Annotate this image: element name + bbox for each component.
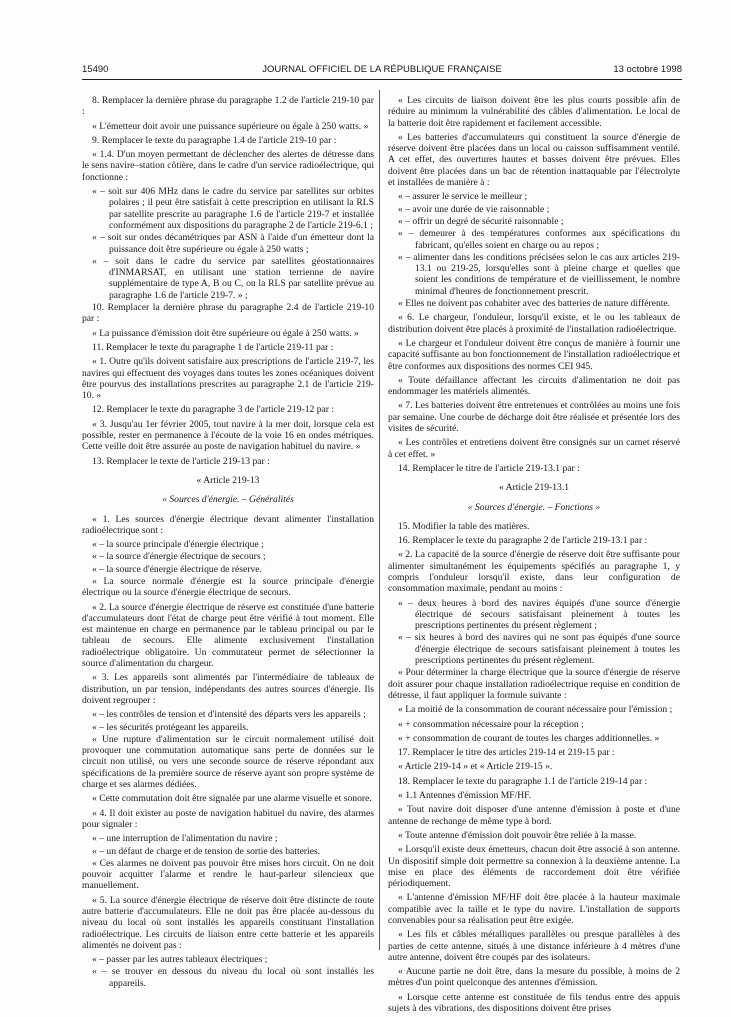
article-subheading: « Sources d'énergie. – Fonctions » [467, 501, 601, 513]
paragraph: « Toute défaillance affectant les circuits d'alimentation ne doit pas endommager les matériels alimentés. [388, 374, 680, 398]
page-number: 15490 [82, 64, 109, 75]
page-header [82, 60, 682, 78]
list-item: « – la source principale d'énergie électrique ; [92, 539, 264, 551]
paragraph: 13. Remplacer le texte de l'article 219-13 par : [92, 455, 270, 467]
paragraph: 10. Remplacer la dernière phrase du paragraphe 2.4 de l'article 219-10 par : [82, 302, 374, 325]
paragraph: 17. Remplacer le titre des articles 219-14 et 219-15 par : [398, 747, 615, 759]
header-rule [82, 79, 682, 80]
list-item: « – soit sur 406 MHz dans le cadre du service par satellites sur orbites polaires ; il peut être satisfait à cette prescription en utilisant la RLS par satellite prescrite au paragraphe 1.6 de l'article 219-7 et installée conformément aux dispositions du paragraphe 2 de l'article 219-6.1 ; [92, 186, 374, 231]
paragraph: « Pour déterminer la charge électrique que la source d'énergie de réserve doit assurer pour chaque installation radioélectrique requise en condition de détresse, il faut appliquer la formule suivante : [388, 667, 680, 701]
journal-title: JOURNAL OFFICIEL DE LA RÉPUBLIQUE FRANÇAISE [262, 64, 502, 75]
paragraph: 11. Remplacer le texte du paragraphe 1 de l'article 219-11 par : [92, 341, 334, 353]
article-heading: « Article 219-13.1 [498, 482, 570, 494]
paragraph: « + consommation de courant de toutes les charges additionnelles. » [398, 732, 660, 744]
list-item: « – six heures à bord des navires qui ne sont pas équipés d'une source d'énergie électrique de secours satisfaisant pleinement à toutes les prescriptions pertinentes du présent règlement. [398, 632, 680, 667]
list-item: « – les contrôles de tension et d'intensité des départs vers les appareils ; [92, 709, 366, 721]
list-item: « – la source d'énergie électrique de secours ; [92, 551, 266, 563]
paragraph: « Cette commutation doit être signalée par une alarme visuelle et sonore. [92, 793, 372, 805]
paragraph: « Elles ne doivent pas cohabiter avec des batteries de nature différente. [398, 298, 671, 310]
right-column [388, 95, 680, 1017]
paragraph: « 2. La capacité de la source d'énergie de réserve doit être suffisante pour alimenter simultanément les équipements spécifiés au paragraphe 1, y compris l'onduleur lorsqu'il existe, dans leur configuration de consommation maximale, pendant au moins : [388, 549, 680, 595]
paragraph: « 3. Jusqu'au 1er février 2005, tout navire à la mer doit, lorsque cela est possible, rester en permanence à l'écoute de la voie 16 en ondes métriques. Cette veille doit être assurée au poste de navigation habituel du navire. » [82, 418, 374, 453]
paragraph: « 2. La source d'énergie électrique de réserve est constituée d'une batterie d'accumulateurs dont l'état de charge peut être vérifié à tout moment. Elle est maintenue en charge en permanence par le tableau principal ou par le tableau de secours. Elle alimente exclusivement l'installation radioélectrique obligatoire. Un commutateur permet de sélectionner la source d'alimentation du chargeur. [82, 601, 374, 670]
paragraph: « L'antenne d'émission MF/HF doit être placée à la hauteur maximale compatible avec la taille et le type du navire. L'installation de supports convenables pour sa réalisation peut être exigée. [388, 892, 680, 926]
article-subheading: « Sources d'énergie. – Généralités [162, 494, 294, 506]
paragraph: « La puissance d'émission doit être supérieure ou égale à 250 watts. » [92, 327, 359, 339]
paragraph: « 3. Les appareils sont alimentés par l'intermédiaire de tableaux de distribution, un par tension, indépendants des autres sources d'énergie. Ils doivent regrouper : [82, 672, 374, 706]
paragraph: « Article 219-14 » et « Article 219-15 ». [398, 761, 553, 773]
list-item: « – alimenter dans les conditions précisées selon le cas aux articles 219-13.1 ou 219-25, lorsqu'elles sont à pleine charge et quelles que soient les conditions de température et de vieillissement, le nombre minimal d'heures de fonctionnement prescrit. [398, 251, 680, 297]
paragraph: 18. Remplacer le texte du paragraphe 1.1 de l'article 219-14 par : [398, 775, 648, 787]
list-item: « – deux heures à bord des navires équipés d'une source d'énergie électrique de secours satisfaisant pleinement à toutes les prescriptions pertinentes du présent règlement ; [398, 597, 680, 632]
paragraph: « Lorsqu'il existe deux émetteurs, chacun doit être associé à son antenne. Un dispositif simple doit permettre sa connexion à la deuxième antenne. La mise en place des éléments de raccordement doit être vérifiée périodiquement. [388, 844, 680, 890]
article-heading: « Article 219-13 [196, 474, 260, 486]
list-item: « – offrir un degré de sécurité raisonnable ; [398, 215, 564, 227]
list-item: « – assurer le service le meilleur ; [398, 191, 528, 203]
list-item: « – soit sur ondes décamétriques par ASN à l'aide d'un émetteur dont la puissance doit être supérieure ou égale à 250 watts ; [92, 232, 374, 255]
paragraph: « Le chargeur et l'onduleur doivent être conçus de manière à fournir une capacité suffisante au bon fonctionnement de l'installation radioélectrique et être conformes aux dispositions des normes CEI 945. [388, 337, 680, 372]
paragraph: « La source normale d'énergie est la source principale d'énergie électrique ou la source d'énergie électrique de secours. [82, 575, 374, 599]
paragraph: 14. Remplacer le titre de l'article 219-13.1 par : [398, 462, 580, 474]
paragraph: 15. Modifier la table des matières. [398, 520, 530, 532]
list-item: « – passer par les autres tableaux électriques ; [92, 954, 268, 966]
paragraph: « 1. Les sources d'énergie électrique devant alimenter l'installation radioélectrique sont : [82, 513, 374, 536]
paragraph: « 1.4. D'un moyen permettant de déclencher des alertes de détresse dans le sens navire–station côtière, dans le cadre d'un service radioélectrique, qui fonctionne : [82, 149, 374, 183]
paragraph: « L'émetteur doit avoir une puissance supérieure ou égale à 250 watts. » [92, 120, 369, 132]
paragraph: « Une rupture d'alimentation sur le circuit normalement utilisé doit provoquer une commutation automatique sans perte de données sur le circuit non utilisé, ou vers une seconde source de réserve répondant aux spécifications de la première source de réserve ayant son propre système de charge et ses alarmes dédiées. [82, 733, 374, 791]
paragraph: 9. Remplacer le texte du paragraphe 1.4 de l'article 219-10 par : [92, 134, 337, 146]
paragraph: « Ces alarmes ne doivent pas pouvoir être mises hors circuit. On ne doit pouvoir acquitter l'alarme et rendre le haut-parleur silencieux que manuellement. [82, 857, 374, 892]
paragraph: « 1.1 Antennes d'émission MF/HF. [398, 790, 532, 802]
issue-date: 13 octobre 1998 [613, 64, 682, 75]
paragraph: « Tout navire doit disposer d'une antenne d'émission à poste et d'une antenne de rechange de même type à bord. [388, 804, 680, 827]
paragraph: « Aucune partie ne doit être, dans la mesure du possible, à moins de 2 mètres d'un point quelconque des antennes d'émission. [388, 966, 680, 989]
paragraph: « Les contrôles et entretiens doivent être consignés sur un carnet réservé à cet effet. » [388, 437, 680, 460]
paragraph: « La moitié de la consommation de courant nécessaire pour l'émission ; [398, 704, 673, 716]
list-item: « – une interruption de l'alimentation du navire ; [92, 833, 278, 845]
list-item: « – soit dans le cadre du service par satellites géostationnaires d'INMARSAT, en utilisant une station terrienne de navire supplémentaire de type A, B ou C, ou la RLS par satellite prévue au paragraphe 1.6 de l'article 219-7. » ; [92, 255, 374, 301]
paragraph: 12. Remplacer le texte du paragraphe 3 de l'article 219-12 par : [92, 404, 335, 416]
list-item: « – demeurer à des températures conformes aux spécifications du fabricant, qu'elles soient en charge ou au repos ; [398, 228, 680, 251]
paragraph: 16. Remplacer le texte du paragraphe 2 de l'article 219-13.1 par : [398, 535, 648, 547]
list-item: « – les sécurités protégeant les appareils. [92, 721, 249, 733]
left-column [82, 95, 374, 990]
paragraph: « Les fils et câbles métalliques parallèles ou presque parallèles à des parties de cette antenne, situés à une distance inférieure à 4 mètres d'une autre antenne, doivent être coupés par des isolateurs. [388, 929, 680, 963]
paragraph: « + consommation nécessaire pour la réception ; [398, 718, 584, 730]
paragraph: « 1. Outre qu'ils doivent satisfaire aux prescriptions de l'article 219-7, les navires qui effectuent des voyages dans toutes les zones océaniques doivent être pourvus des installations prescrites au paragraphe 2.1 de l'article 219-10. » [82, 356, 374, 402]
paragraph: « Lorsque cette antenne est constituée de fils tendus entre des appuis sujets à des vibrations, des dispositions doivent être prises [388, 991, 680, 1015]
column-divider [379, 90, 380, 950]
paragraph: « Les circuits de liaison doivent être les plus courts possible afin de réduire au minimum la vulnérabilité des câbles d'alimentation. Le local de la batterie doit être rapidement et facilement accessible. [388, 95, 680, 129]
paragraph: « Toute antenne d'émission doit pouvoir être reliée à la masse. [398, 829, 637, 841]
list-item: « – la source d'énergie électrique de réserve. [92, 563, 262, 575]
list-item: « – un défaut de charge et de tension de sortie des batteries. [92, 845, 321, 857]
paragraph: « 6. Le chargeur, l'onduleur, lorsqu'il existe, et le ou les tableaux de distribution doivent être placés à proximité de l'installation radioélectrique. [388, 312, 680, 335]
paragraph: « Les batteries d'accumulateurs qui constituent la source d'énergie de réserve doivent être placées dans un local ou caisson suffisamment ventilé. A cet effet, des ouvertures hautes et basses doivent être prévues. Elles doivent être placées dans un bac de rétention inattaquable par l'électrolyte et installées de manière à : [388, 131, 680, 189]
paragraph: 8. Remplacer la dernière phrase du paragraphe 1.2 de l'article 219-10 par : [82, 95, 374, 118]
list-item: « – avoir une durée de vie raisonnable ; [398, 203, 550, 215]
list-item: « – se trouver en dessous du niveau du local où sont installés les appareils. [92, 966, 374, 989]
paragraph: « 7. Les batteries doivent être entretenues et contrôlées au moins une fois par semaine. Une courbe de décharge doit être réalisée et présentée lors des visites de sécurité. [388, 400, 680, 435]
paragraph: « 4. Il doit exister au poste de navigation habituel du navire, des alarmes pour signaler : [82, 807, 374, 830]
paragraph: « 5. La source d'énergie électrique de réserve doit être distincte de toute autre batterie d'accumulateurs. Elle ne doit pas être placée au-dessous du niveau du local où sont installés les appareils constituant l'installation radioélectrique. Les circuits de liaison entre cette batterie et les appareils alimentés ne doivent pas : [82, 894, 374, 951]
